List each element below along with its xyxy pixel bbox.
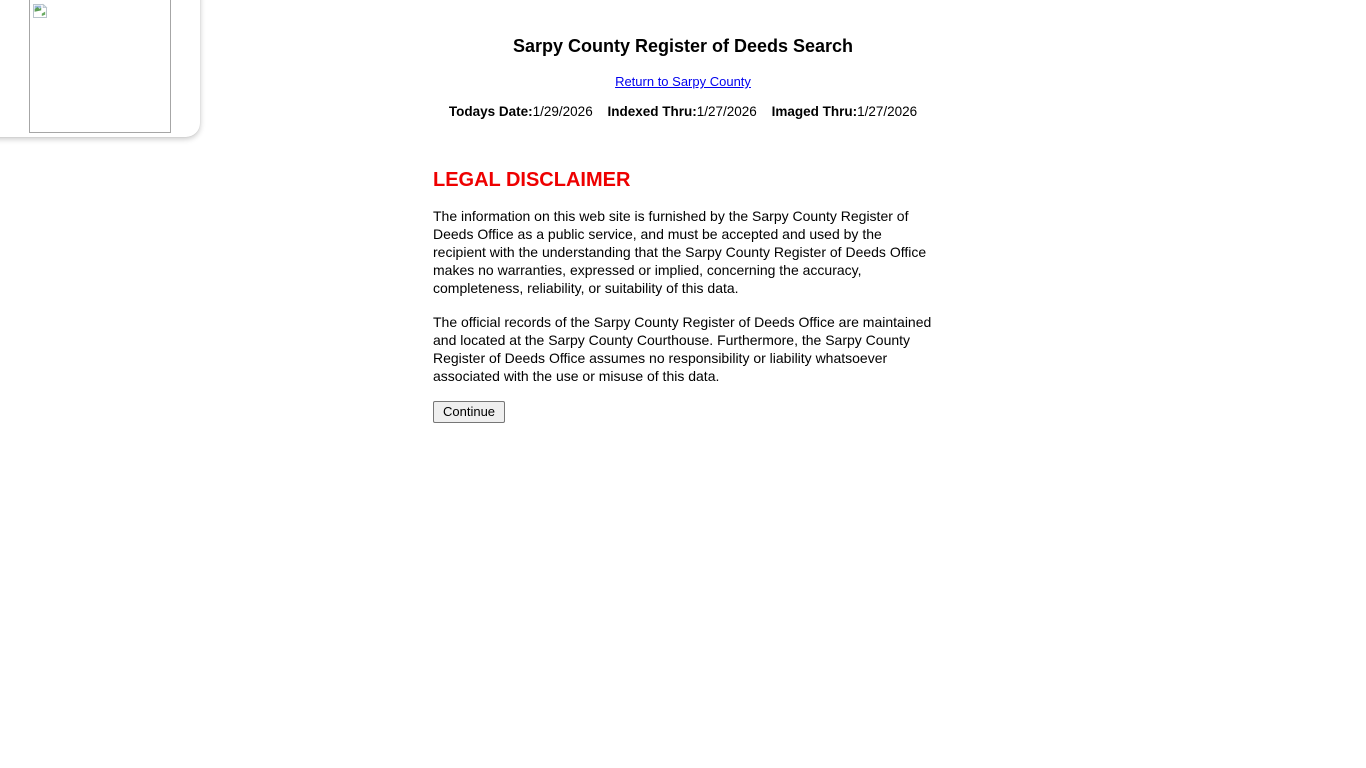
return-to-sarpy-county-link[interactable]: Return to Sarpy County <box>615 74 751 89</box>
todays-date-value: 1/29/2026 <box>532 104 593 119</box>
todays-date-group <box>449 104 593 119</box>
disclaimer-paragraph-2: The official records of the Sarpy County Register of Deeds Office are maintained and located at the Sarpy County Courthouse. Furthermore, the Sarpy County Register of Deeds Office assumes no responsibility or liability whatsoever associated with the use or misuse of this data. <box>433 314 932 384</box>
legal-disclaimer-heading: LEGAL DISCLAIMER <box>433 169 631 191</box>
imaged-thru-group <box>772 104 918 119</box>
indexed-thru-label: Indexed Thru: <box>607 104 697 119</box>
todays-date-label: Todays Date: <box>448 104 533 119</box>
imaged-thru-value: 1/27/2026 <box>857 104 918 119</box>
return-link-row <box>433 74 933 89</box>
broken-image-icon <box>32 3 48 19</box>
indexed-thru-group <box>607 104 756 119</box>
imaged-thru-label: Imaged Thru: <box>771 104 858 119</box>
page-title: Sarpy County Register of Deeds Search <box>512 36 854 56</box>
broken-image-placeholder <box>29 0 171 133</box>
main-content <box>433 0 933 423</box>
dates-line <box>433 104 933 120</box>
indexed-thru-value: 1/27/2026 <box>696 104 757 119</box>
logo-card <box>0 0 200 137</box>
continue-button[interactable]: Continue <box>433 401 505 423</box>
disclaimer-paragraph-1: The information on this web site is furnished by the Sarpy County Register of Deeds Office as a public service, and must be accepted and used by the recipient with the understanding that the Sarpy County Register of Deeds Office makes no warranties, expressed or implied, concerning the accuracy, completeness, reliability, or suitability of this data. <box>433 208 927 296</box>
